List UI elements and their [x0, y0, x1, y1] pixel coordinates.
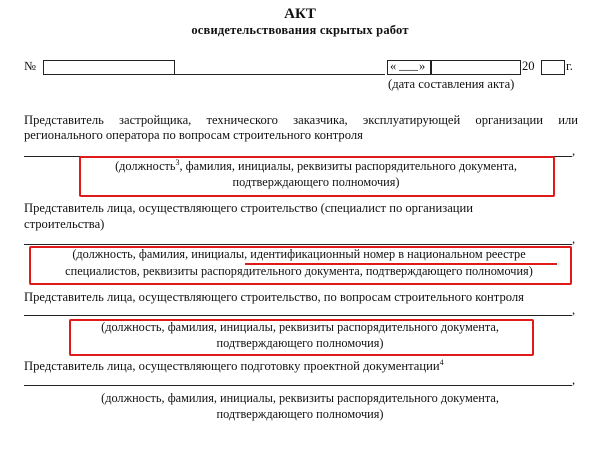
section4-caption2: подтверждающего полномочия)	[216, 407, 384, 421]
section3-line1: Представитель лица, осуществляющего строительство, по вопросам строительного контроля	[24, 290, 524, 304]
section3-underline	[24, 315, 572, 316]
year-field[interactable]	[541, 60, 565, 75]
section4-underline	[24, 385, 572, 386]
number-underline	[175, 74, 385, 75]
section1-caption2: подтверждающего полномочия)	[232, 175, 400, 189]
year-prefix: 20	[522, 59, 535, 73]
number-sign: №	[24, 59, 37, 73]
quote-open: «	[390, 59, 397, 73]
act-subtitle: освидетельствования скрытых работ	[191, 23, 409, 37]
quote-close: »	[419, 59, 426, 73]
month-field[interactable]	[431, 60, 521, 75]
section2-underline	[24, 244, 572, 245]
section1-caption1: (должность$^3$, фамилия, инициалы, реквизиты распорядительного документа,	[115, 158, 517, 173]
section2-line2: строительства)	[24, 217, 105, 231]
section2-underlined-phrase: идентификационный номер в национальном реестре	[250, 247, 526, 261]
section1-line2: регионального оператора по вопросам строительного контроля	[24, 128, 363, 142]
section4-line1: Представитель лица, осуществляющего подготовку проектной документации$^4$	[24, 358, 444, 373]
section1-line1: Представитель застройщика, технического заказчика, эксплуатирующей организации или	[24, 113, 578, 127]
section2-caption1: (должность, фамилия, инициалы, идентификационный номер в национальном реестре	[72, 247, 526, 261]
date-caption: (дата составления акта)	[388, 77, 515, 91]
act-number-field[interactable]	[43, 60, 175, 75]
section3-comma: ,	[572, 303, 576, 317]
section4-comma: ,	[572, 373, 576, 387]
section2-comma: ,	[572, 232, 576, 246]
footnote-3: 3	[175, 158, 180, 167]
section3-caption1: (должность, фамилия, инициалы, реквизиты распорядительного документа,	[101, 320, 499, 334]
section2-line1: Представитель лица, осуществляющего строительство (специалист по организации	[24, 201, 473, 215]
day-blank: ___	[399, 58, 418, 72]
section3-caption2: подтверждающего полномочия)	[216, 336, 384, 350]
section2-caption2: специалистов, реквизиты распорядительного документа, подтверждающего полномочия)	[65, 264, 533, 278]
footnote-4: 4	[439, 358, 444, 367]
year-suffix: г.	[566, 59, 573, 73]
section1-comma: ,	[572, 144, 576, 158]
section4-caption1: (должность, фамилия, инициалы, реквизиты распорядительного документа,	[101, 391, 499, 405]
act-title: АКТ	[284, 6, 316, 22]
